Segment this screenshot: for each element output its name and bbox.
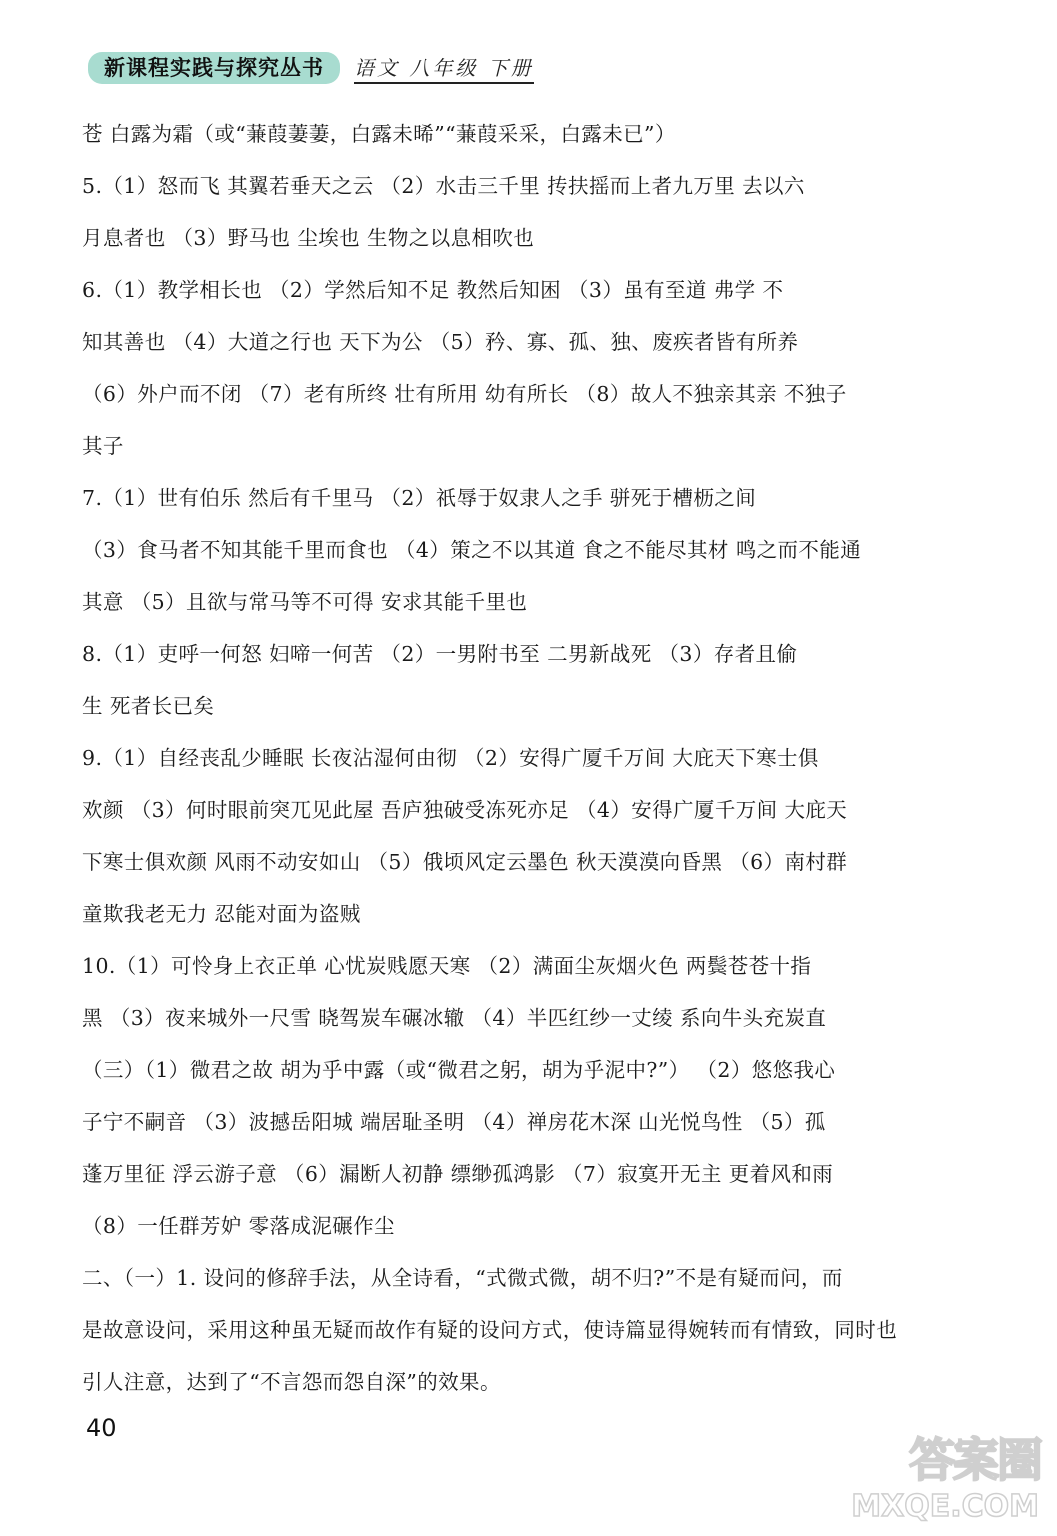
- text-line: 是故意设问，采用这种虽无疑而故作有疑的设问方式，使诗篇显得婉转而有情致，同时也: [82, 1318, 898, 1342]
- text-line: 童欺我老无力 忍能对面为盗贼: [82, 902, 361, 926]
- text-line: 子宁不嗣音 （3）波撼岳阳城 端居耻圣明 （4）禅房花木深 山光悦鸟性 （5）孤: [82, 1110, 826, 1134]
- text-line: 月息者也 （3）野马也 尘埃也 生物之以息相吹也: [82, 226, 535, 250]
- text-line: 知其善也 （4）大道之行也 天下为公 （5）矜、寡、孤、独、废疾者皆有所养: [82, 330, 799, 354]
- text-line: 生 死者长已矣: [82, 694, 215, 718]
- text-line: 5.（1）怒而飞 其翼若垂天之云 （2）水击三千里 抟扶摇而上者九万里 去以六: [82, 174, 805, 198]
- text-line: 苍 白露为霜（或“蒹葭萋萋，白露未晞”“蒹葭采采，白露未已”）: [82, 122, 676, 146]
- text-line: 欢颜 （3）何时眼前突兀见此屋 吾庐独破受冻死亦足 （4）安得广厦千万间 大庇天: [82, 798, 848, 822]
- series-title: 新课程实践与探究丛书: [88, 52, 340, 84]
- text-line: 黑 （3）夜来城外一尺雪 晓驾炭车碾冰辙 （4）半匹红纱一丈绫 系向牛头充炭直: [82, 1006, 827, 1030]
- text-line: （3）食马者不知其能千里而食也 （4）策之不以其道 食之不能尽其材 鸣之而不能通: [82, 538, 862, 562]
- answer-text-body: [82, 108, 962, 1408]
- text-line: 其子: [82, 434, 124, 458]
- watermark-url: MXQE.COM: [851, 1489, 1039, 1524]
- watermark-text: 答案圈: [909, 1433, 1041, 1487]
- watermark-logo: [851, 1418, 1047, 1528]
- text-line: 9.（1）自经丧乱少睡眠 长夜沾湿何由彻 （2）安得广厦千万间 大庇天下寒士俱: [82, 746, 819, 770]
- page-header: [88, 52, 534, 84]
- text-line: 引人注意，达到了“不言怨而怨自深”的效果。: [82, 1370, 501, 1394]
- text-line: 7.（1）世有伯乐 然后有千里马 （2）祇辱于奴隶人之手 骈死于槽枥之间: [82, 486, 757, 510]
- text-line: （8）一任群芳妒 零落成泥碾作尘: [82, 1214, 395, 1238]
- text-line: （6）外户而不闭 （7）老有所终 壮有所用 幼有所长 （8）故人不独亲其亲 不独子: [82, 382, 847, 406]
- text-line: 6.（1）教学相长也 （2）学然后知不足 教然后知困 （3）虽有至道 弗学 不: [82, 278, 784, 302]
- text-line: 下寒士俱欢颜 风雨不动安如山 （5）俄顷风定云墨色 秋天漠漠向昏黑 （6）南村群: [82, 850, 848, 874]
- text-line: 蓬万里征 浮云游子意 （6）漏断人初静 缥缈孤鸿影 （7）寂寞开无主 更着风和雨: [82, 1162, 834, 1186]
- text-line: （三）（1）微君之故 胡为乎中露（或“微君之躬，胡为乎泥中?”） （2）悠悠我心: [82, 1058, 836, 1082]
- text-line: 二、（一）1. 设问的修辞手法，从全诗看，“式微式微，胡不归?”不是有疑而问，而: [82, 1266, 843, 1290]
- text-line: 其意 （5）且欲与常马等不可得 安求其能千里也: [82, 590, 528, 614]
- page-number: 40: [86, 1414, 117, 1442]
- subject-grade-label: 语文 八年级 下册: [354, 52, 534, 84]
- text-line: 8.（1）吏呼一何怒 妇啼一何苦 （2）一男附书至 二男新战死 （3）存者且偷: [82, 642, 798, 666]
- text-line: 10.（1）可怜身上衣正单 心忧炭贱愿天寒 （2）满面尘灰烟火色 两鬓苍苍十指: [82, 954, 812, 978]
